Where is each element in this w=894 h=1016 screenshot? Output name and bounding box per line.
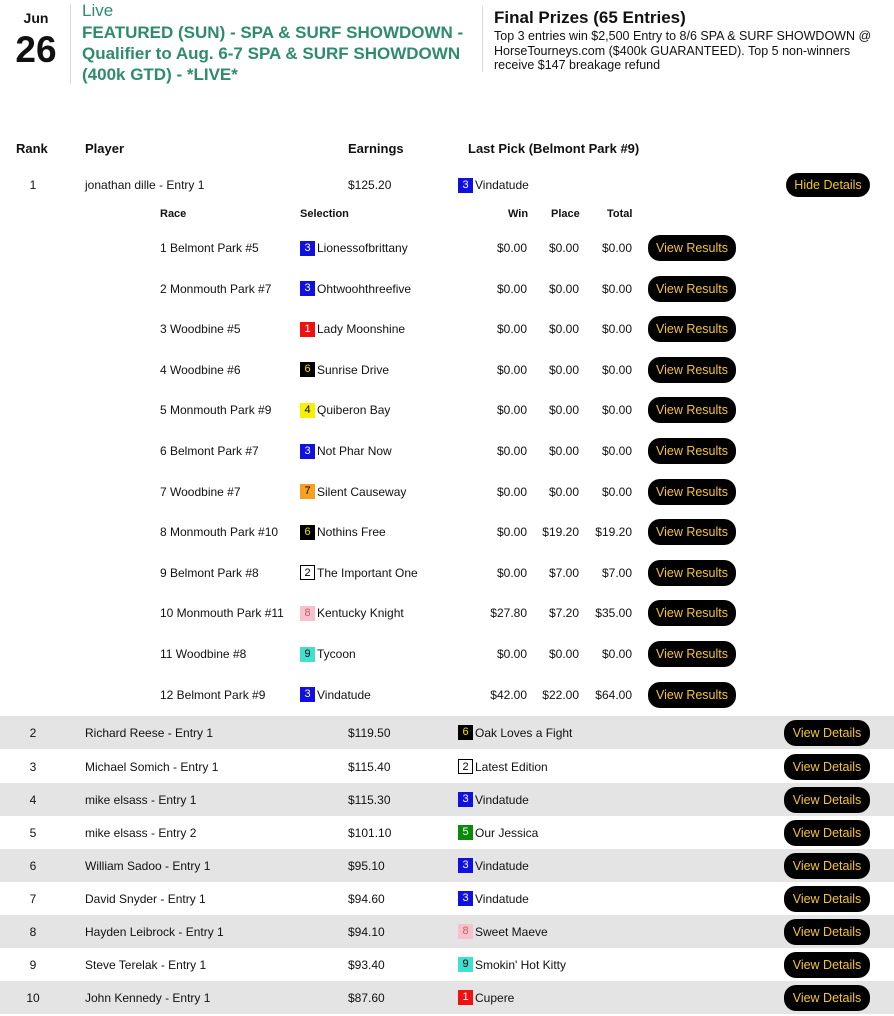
- win-payout: $0.00: [496, 362, 527, 377]
- win-payout: $0.00: [496, 403, 527, 418]
- standings-row: [0, 915, 894, 948]
- view-details-cell: [784, 783, 870, 816]
- race-name: 11 Woodbine #8: [160, 647, 247, 661]
- horse-name: Silent Causeway: [317, 484, 407, 499]
- view-details-cell: [784, 948, 870, 981]
- post-position-badge: 8: [458, 924, 473, 939]
- race-detail-row: [0, 269, 894, 309]
- post-position-badge: 9: [458, 957, 473, 972]
- total-payout: $64.00: [595, 687, 632, 702]
- last-pick: [458, 816, 538, 849]
- column-header-earnings: Earnings: [348, 141, 404, 156]
- tournament-header: [0, 0, 894, 90]
- selection: [300, 350, 389, 390]
- race-name: 3 Woodbine #5: [160, 322, 241, 337]
- earnings: $93.40: [348, 957, 385, 972]
- view-results-cell: [648, 431, 736, 471]
- earnings: $95.10: [348, 858, 385, 873]
- view-results-cell: [648, 553, 736, 593]
- post-position-badge: 1: [458, 990, 473, 1005]
- view-details-cell: [784, 716, 870, 749]
- total-payout: $0.00: [601, 484, 632, 499]
- win-payout: $0.00: [496, 484, 527, 499]
- last-pick: [458, 170, 529, 200]
- player-name: mike elsass - Entry 2: [85, 825, 197, 840]
- standings-row: [0, 981, 894, 1014]
- horse-name: Smokin' Hot Kitty: [475, 957, 566, 972]
- horse-name: Not Phar Now: [317, 444, 392, 458]
- rank: 2: [29, 725, 37, 740]
- horse-name: Cupere: [475, 990, 515, 1005]
- last-pick: [458, 948, 566, 981]
- view-results-cell: [648, 472, 736, 512]
- race-detail-row: [0, 309, 894, 349]
- last-pick: [458, 915, 548, 948]
- view-details-button[interactable]: View Details: [784, 919, 870, 945]
- race-detail-row: [0, 593, 894, 633]
- player-name: Hayden Leibrock - Entry 1: [85, 924, 224, 939]
- selection: [300, 472, 406, 512]
- earnings: $101.10: [348, 825, 392, 840]
- view-results-button[interactable]: View Results: [648, 519, 736, 545]
- win-payout: $0.00: [496, 647, 527, 661]
- win-payout: $0.00: [496, 444, 527, 458]
- view-results-cell: [648, 390, 736, 430]
- selection: [300, 675, 371, 715]
- view-results-button[interactable]: View Results: [648, 397, 736, 423]
- hide-details-button[interactable]: Hide Details: [786, 173, 870, 197]
- selection: [300, 269, 411, 309]
- view-details-cell: [784, 849, 870, 882]
- place-payout: $0.00: [548, 444, 579, 458]
- place-payout: $7.00: [548, 565, 579, 580]
- last-pick: [458, 849, 529, 882]
- view-details-button[interactable]: View Details: [784, 886, 870, 912]
- horse-name: The Important One: [317, 565, 418, 580]
- race-detail-row: [0, 553, 894, 593]
- post-position-badge: 3: [300, 241, 315, 256]
- selection: [300, 431, 392, 471]
- player-name: William Sadoo - Entry 1: [85, 858, 211, 873]
- race-name: 10 Monmouth Park #11: [160, 606, 284, 621]
- player-name: David Snyder - Entry 1: [85, 891, 206, 906]
- horse-name: Vindatude: [317, 687, 371, 702]
- column-header-last-pick: Last Pick (Belmont Park #9): [468, 141, 640, 156]
- horse-name: Vindatude: [475, 178, 529, 192]
- event-status: Live: [82, 1, 114, 20]
- detail-header-total: Total: [607, 208, 633, 220]
- standings-row-expanded: [0, 170, 894, 200]
- view-results-button[interactable]: View Results: [648, 560, 736, 586]
- earnings: $115.40: [348, 759, 391, 774]
- win-payout: $0.00: [496, 281, 527, 296]
- horse-name: Ohtwoohthreefive: [317, 281, 412, 296]
- race-detail-row: [0, 675, 894, 715]
- view-results-button[interactable]: View Results: [648, 316, 736, 342]
- player-name: Steve Terelak - Entry 1: [85, 957, 207, 972]
- post-position-badge: 6: [458, 725, 473, 740]
- place-payout: $0.00: [548, 403, 579, 418]
- view-results-cell: [648, 228, 736, 268]
- view-results-button[interactable]: View Results: [648, 357, 736, 383]
- standings-row: [0, 849, 894, 882]
- last-pick: [458, 750, 548, 783]
- view-results-button[interactable]: View Results: [648, 641, 736, 667]
- rank: 8: [29, 924, 37, 939]
- earnings: $94.10: [348, 924, 385, 939]
- view-details-cell: [784, 816, 870, 849]
- post-position-badge: 3: [458, 178, 473, 193]
- horse-name: Oak Loves a Fight: [475, 725, 573, 740]
- race-detail-row: [0, 431, 894, 471]
- rank: 9: [29, 957, 37, 972]
- race-name: 2 Monmouth Park #7: [160, 281, 272, 296]
- selection: [300, 553, 418, 593]
- horse-name: Latest Edition: [475, 759, 548, 774]
- hide-details-cell: [786, 170, 870, 200]
- total-payout: $0.00: [601, 403, 632, 418]
- view-results-cell: [648, 309, 736, 349]
- total-payout: $0.00: [601, 241, 632, 255]
- standings-row: [0, 716, 894, 749]
- horse-name: Sweet Maeve: [475, 924, 548, 939]
- race-detail-row: [0, 390, 894, 430]
- view-results-button[interactable]: View Results: [648, 235, 736, 261]
- view-results-cell: [648, 675, 736, 715]
- player-name: jonathan dille - Entry 1: [85, 178, 205, 192]
- race-name: 5 Monmouth Park #9: [160, 403, 272, 418]
- place-payout: $0.00: [548, 322, 579, 337]
- prizes-title: Final Prizes (65 Entries): [494, 8, 686, 27]
- place-payout: $0.00: [548, 647, 579, 661]
- total-payout: $0.00: [601, 362, 632, 377]
- rank: 7: [29, 891, 37, 906]
- horse-name: Kentucky Knight: [317, 606, 404, 621]
- view-results-button[interactable]: View Results: [648, 276, 736, 302]
- view-details-cell: [784, 981, 870, 1014]
- post-position-badge: 3: [300, 687, 315, 702]
- total-payout: $0.00: [601, 647, 632, 661]
- view-results-cell: [648, 593, 736, 633]
- view-details-button[interactable]: View Details: [784, 952, 870, 978]
- race-name: 7 Woodbine #7: [160, 484, 241, 499]
- detail-header-win: Win: [508, 208, 529, 220]
- prizes-panel: [494, 8, 886, 73]
- post-position-badge: 6: [300, 362, 315, 377]
- place-payout: $0.00: [548, 362, 579, 377]
- post-position-badge: 3: [458, 858, 473, 873]
- place-payout: $0.00: [548, 484, 579, 499]
- total-payout: $0.00: [601, 444, 632, 458]
- post-position-badge: 3: [300, 444, 315, 459]
- detail-header-race: Race: [160, 208, 187, 220]
- post-position-badge: 1: [300, 322, 315, 337]
- event-month: Jun: [23, 10, 49, 26]
- horse-name: Our Jessica: [475, 825, 539, 840]
- view-results-button[interactable]: View Results: [648, 600, 736, 626]
- view-results-cell: [648, 269, 736, 309]
- earnings: $87.60: [348, 990, 385, 1005]
- total-payout: $7.00: [601, 565, 632, 580]
- view-details-button[interactable]: View Details: [784, 787, 870, 813]
- win-payout: $0.00: [496, 525, 527, 540]
- post-position-badge: 6: [300, 525, 315, 540]
- place-payout: $19.20: [542, 525, 579, 540]
- view-details-button[interactable]: View Details: [784, 754, 870, 780]
- view-results-cell: [648, 634, 736, 674]
- view-results-button[interactable]: View Results: [648, 479, 736, 505]
- race-name: 9 Belmont Park #8: [160, 565, 259, 580]
- place-payout: $0.00: [548, 281, 579, 296]
- selection: [300, 634, 356, 674]
- column-header-rank: Rank: [16, 141, 48, 156]
- horse-name: Lady Moonshine: [317, 322, 406, 337]
- selection: [300, 309, 405, 349]
- selection: [300, 390, 390, 430]
- divider: [70, 4, 71, 84]
- place-payout: $7.20: [548, 606, 579, 621]
- event-day: 26: [15, 29, 57, 70]
- post-position-badge: 3: [458, 891, 473, 906]
- last-pick: [458, 981, 514, 1014]
- horse-name: Vindatude: [475, 792, 529, 807]
- standings-row: [0, 816, 894, 849]
- win-payout: $0.00: [496, 322, 527, 337]
- horse-name: Vindatude: [475, 891, 529, 906]
- post-position-badge: 7: [300, 484, 315, 499]
- post-position-badge: 2: [300, 565, 315, 580]
- standings-row: [0, 948, 894, 981]
- last-pick: [458, 882, 529, 915]
- horse-name: Quiberon Bay: [317, 403, 391, 418]
- view-details-cell: [784, 882, 870, 915]
- selection: [300, 512, 386, 552]
- earnings: $94.60: [348, 891, 385, 906]
- post-position-badge: 9: [300, 647, 315, 662]
- horse-name: Sunrise Drive: [317, 362, 390, 377]
- post-position-badge: 8: [300, 606, 315, 621]
- post-position-badge: 3: [300, 281, 315, 296]
- win-payout: $0.00: [496, 241, 527, 255]
- rank: 3: [29, 759, 37, 774]
- view-results-button[interactable]: View Results: [648, 682, 736, 708]
- event-title: FEATURED (SUN) - SPA & SURF SHOWDOWN - Qualifier to Aug. 6-7 SPA & SURF SHOWDOWN (400k GTD) - *LIVE*: [82, 23, 464, 84]
- win-payout: $42.00: [490, 687, 527, 702]
- race-detail-row: [0, 228, 894, 268]
- selection: [300, 228, 408, 268]
- player-name: mike elsass - Entry 1: [85, 792, 197, 807]
- win-payout: $27.80: [490, 606, 527, 621]
- detail-header-selection: Selection: [300, 208, 349, 220]
- view-details-cell: [784, 915, 870, 948]
- prizes-description: Top 3 entries win $2,500 Entry to 8/6 SPA & SURF SHOWDOWN @ HorseTourneys.com ($400k GUARANTEED). Top 5 non-winners receive $147 breakage refund: [494, 29, 872, 72]
- race-name: 4 Woodbine #6: [160, 362, 241, 377]
- view-details-button[interactable]: View Details: [784, 985, 870, 1011]
- race-name: 12 Belmont Park #9: [160, 687, 266, 702]
- standings-row: [0, 882, 894, 915]
- post-position-badge: 3: [458, 792, 473, 807]
- win-payout: $0.00: [496, 565, 527, 580]
- race-name: 1 Belmont Park #5: [160, 241, 259, 255]
- view-results-button[interactable]: View Results: [648, 438, 736, 464]
- standings-row: [0, 750, 894, 783]
- selection: [300, 593, 404, 633]
- post-position-badge: 5: [458, 825, 473, 840]
- view-details-button[interactable]: View Details: [784, 720, 870, 746]
- earnings: $119.50: [348, 725, 391, 740]
- post-position-badge: 4: [300, 403, 315, 418]
- event-info: [82, 1, 466, 85]
- column-header-player: Player: [85, 141, 125, 156]
- rank: 10: [26, 990, 40, 1005]
- horse-name: Vindatude: [475, 858, 529, 873]
- detail-header-place: Place: [551, 208, 580, 220]
- rank: 5: [29, 825, 37, 840]
- view-details-cell: [784, 750, 870, 783]
- place-payout: $22.00: [542, 687, 579, 702]
- standings-row: [0, 783, 894, 816]
- race-detail-row: [0, 472, 894, 512]
- view-details-button[interactable]: View Details: [784, 853, 870, 879]
- earnings: $125.20: [348, 178, 392, 192]
- view-details-button[interactable]: View Details: [784, 820, 870, 846]
- divider: [482, 6, 483, 72]
- rank: 4: [29, 792, 37, 807]
- player-name: Richard Reese - Entry 1: [85, 725, 214, 740]
- event-date: [10, 8, 62, 70]
- earnings: $115.30: [348, 792, 391, 807]
- total-payout: $35.00: [595, 606, 632, 621]
- race-detail-row: [0, 512, 894, 552]
- last-pick: [458, 716, 572, 749]
- horse-name: Lionessofbrittany: [317, 241, 408, 255]
- total-payout: $0.00: [601, 322, 632, 337]
- rank: 1: [29, 178, 37, 192]
- view-results-cell: [648, 512, 736, 552]
- player-name: Michael Somich - Entry 1: [85, 759, 219, 774]
- horse-name: Tycoon: [317, 647, 356, 661]
- race-detail-row: [0, 350, 894, 390]
- view-results-cell: [648, 350, 736, 390]
- last-pick: [458, 783, 529, 816]
- post-position-badge: 2: [458, 759, 473, 774]
- horse-name: Nothins Free: [317, 525, 386, 540]
- race-detail-row: [0, 634, 894, 674]
- total-payout: $19.20: [595, 525, 632, 540]
- player-name: John Kennedy - Entry 1: [85, 990, 211, 1005]
- race-name: 6 Belmont Park #7: [160, 444, 259, 458]
- race-name: 8 Monmouth Park #10: [160, 525, 279, 540]
- total-payout: $0.00: [601, 281, 632, 296]
- place-payout: $0.00: [548, 241, 579, 255]
- rank: 6: [29, 858, 37, 873]
